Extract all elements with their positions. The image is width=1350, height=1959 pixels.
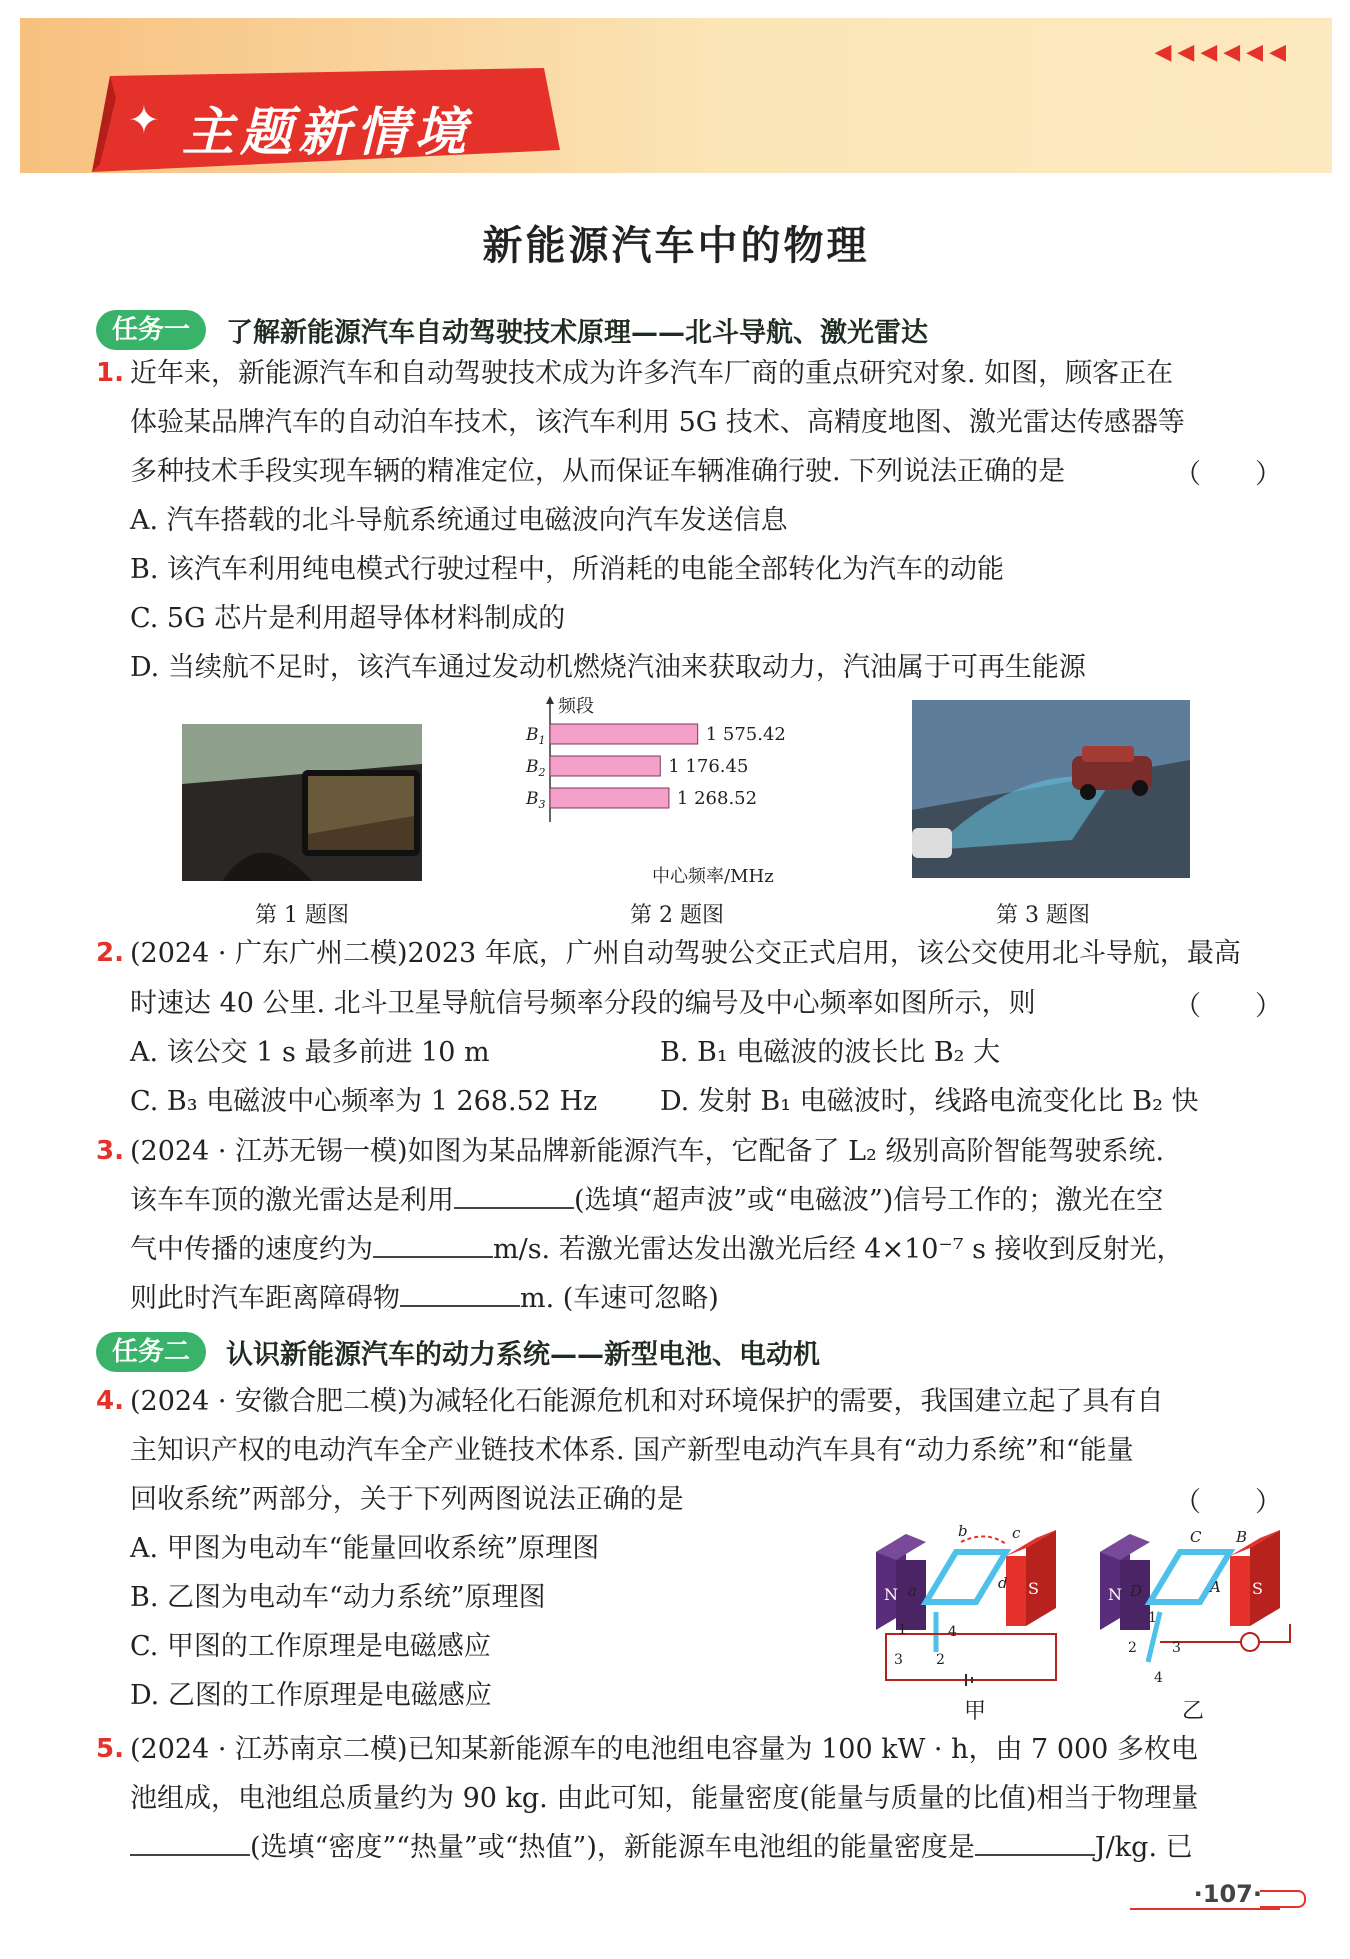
page-arrow-icon	[1260, 1890, 1306, 1908]
q5-text: (选填“密度”“热量”或“热值”)，新能源车电池组的能量密度是	[250, 1832, 975, 1863]
q1-line: 多种技术手段实现车辆的精准定位，从而保证车辆准确行驶. 下列说法正确的是	[130, 456, 1066, 487]
task-title-2: 认识新能源汽车的动力系统——新型电池、电动机	[226, 1339, 820, 1371]
answer-blank[interactable]	[454, 1181, 574, 1209]
label-c: c	[1012, 1524, 1021, 1542]
q3-text: 气中传播的速度约为	[130, 1234, 373, 1265]
label-n: N	[1108, 1585, 1122, 1604]
value-label-b2: 1 176.45	[668, 756, 749, 777]
q4-option-b: B. 乙图为电动车“动力系统”原理图	[130, 1582, 546, 1613]
chevron-decoration-icon: ◀◀◀◀◀◀	[1154, 40, 1292, 65]
page-number: ·107·	[1193, 1880, 1262, 1908]
label-2: 2	[936, 1652, 945, 1668]
bar-b3	[550, 788, 669, 808]
q5-line: (2024 · 江苏南京二模)已知某新能源车的电池组电容量为 100 kW · h，由 7 000 多枚电	[130, 1734, 1198, 1765]
q4-line: (2024 · 安徽合肥二模)为减轻化石能源危机和对环境保护的需要，我国建立起了具有自	[130, 1386, 1164, 1417]
answer-blank[interactable]	[975, 1828, 1095, 1856]
q2-option-b: B. B₁ 电磁波的波长比 B₂ 大	[660, 1037, 1001, 1068]
bar-b2	[550, 756, 660, 776]
task-pill-1: 任务一	[96, 310, 206, 350]
label-n: N	[884, 1585, 898, 1604]
car-interior-illustration	[182, 724, 422, 881]
q2-option-d: D. 发射 B₁ 电磁波时，线路电流变化比 B₂ 快	[660, 1086, 1199, 1117]
theme-banner	[92, 68, 560, 172]
bar-b1	[550, 724, 698, 744]
question-number-2: 2.	[96, 938, 124, 968]
y-axis-arrow	[546, 696, 554, 704]
label-3: 3	[1172, 1640, 1181, 1656]
q2-line: (2024 · 广东广州二模)2023 年底，广州自动驾驶公交正式启用，该公交使用北斗导航，最高	[130, 938, 1241, 969]
label-s: S	[1252, 1579, 1263, 1598]
value-label-b1: 1 575.42	[705, 724, 786, 745]
q5-line	[130, 1828, 1193, 1868]
banner-label: 主题新情境	[182, 103, 473, 163]
label-3: 3	[894, 1652, 903, 1668]
label-s: S	[1028, 1579, 1039, 1598]
q5-line: 池组成，电池组总质量约为 90 kg. 由此可知，能量密度(能量与质量的比值)相当于物理量	[130, 1783, 1199, 1814]
q4-option-a: A. 甲图为电动车“能量回收系统”原理图	[130, 1533, 600, 1564]
page	[20, 18, 1332, 1943]
yi-diagram-svg	[1090, 1512, 1310, 1692]
label-d-cap: D	[1130, 1582, 1143, 1600]
q2-line: 时速达 40 公里. 北斗卫星导航信号频率分段的编号及中心频率如图所示，则	[130, 988, 1036, 1019]
tick-label-b3: $B_3$	[526, 789, 546, 811]
label-a-cap: A	[1210, 1578, 1221, 1596]
tick-label-b1: $B_1$	[526, 725, 546, 747]
fig3-caption: 第 3 题图	[996, 903, 1090, 928]
page-underline	[1130, 1908, 1280, 1910]
q3-line: (2024 · 江苏无锡一模)如图为某品牌新能源汽车，它配备了 L₂ 级别高阶智能驾驶系统.	[130, 1136, 1165, 1167]
answer-paren-2: （ ）	[1174, 991, 1282, 1022]
question-number-4: 4.	[96, 1386, 124, 1416]
task-heading-2	[96, 1332, 820, 1372]
x-axis-label: 中心频率/MHz	[652, 866, 774, 887]
q4-line: 主知识产权的电动汽车全产业链技术体系. 国产新型电动汽车具有“动力系统”和“能量	[130, 1435, 1134, 1466]
label-4: 4	[948, 1624, 957, 1640]
lidar-car-photo	[912, 700, 1190, 878]
q3-line	[130, 1230, 1184, 1270]
q4-option-c: C. 甲图的工作原理是电磁感应	[130, 1631, 491, 1662]
q3-text: 该车车顶的激光雷达是利用	[130, 1185, 454, 1216]
q1-option-b: B. 该汽车利用纯电模式行驶过程中，所消耗的电能全部转化为汽车的动能	[130, 554, 1005, 585]
q1-option-d: D. 当续航不足时，该汽车通过发动机燃烧汽油来获取动力，汽油属于可再生能源	[130, 652, 1086, 683]
q1-option-a: A. 汽车搭载的北斗导航系统通过电磁波向汽车发送信息	[130, 505, 788, 536]
q3-line	[130, 1279, 719, 1319]
task-heading-1	[96, 310, 928, 350]
q3-line	[130, 1181, 1163, 1221]
q4-option-d: D. 乙图的工作原理是电磁感应	[130, 1680, 492, 1711]
answer-blank[interactable]	[373, 1230, 493, 1258]
question-number-5: 5.	[96, 1734, 124, 1764]
question-number-1: 1.	[96, 358, 124, 388]
fig-yi-caption: 乙	[1182, 1699, 1205, 1724]
label-c-cap: C	[1190, 1528, 1202, 1546]
q4-line: 回收系统”两部分，关于下列两图说法正确的是	[130, 1484, 684, 1515]
q3-text: 则此时汽车距离障碍物	[130, 1283, 400, 1314]
q3-text: m/s. 若激光雷达发出激光后经 4×10⁻⁷ s 接收到反射光，	[493, 1234, 1184, 1265]
label-1: 1	[1148, 1610, 1157, 1626]
fig-jia-caption: 甲	[964, 1699, 987, 1724]
tick-label-b2: $B_2$	[526, 757, 546, 779]
question-number-3: 3.	[96, 1136, 124, 1166]
q1-line: 近年来，新能源汽车和自动驾驶技术成为许多汽车厂商的重点研究对象. 如图，顾客正在	[130, 358, 1174, 389]
label-a: a	[908, 1582, 917, 1600]
q1-option-c: C. 5G 芯片是利用超导体材料制成的	[130, 603, 566, 634]
label-1: 1	[898, 1622, 907, 1638]
label-b: b	[958, 1522, 968, 1540]
generator-diagram-yi	[1090, 1512, 1310, 1692]
label-b-cap: B	[1236, 1528, 1248, 1546]
q5-text: J/kg. 已	[1094, 1832, 1193, 1863]
frequency-bar-chart	[510, 694, 870, 894]
y-axis-label: 频段	[558, 696, 594, 717]
label-2: 2	[1128, 1640, 1137, 1656]
page-title: 新能源汽车中的物理	[482, 222, 870, 269]
answer-paren-4: （ ）	[1174, 1487, 1282, 1518]
q3-text: (选填“超声波”或“电磁波”)信号工作的；激光在空	[574, 1185, 1164, 1216]
car-interior-photo	[182, 724, 422, 881]
fig1-caption: 第 1 题图	[255, 903, 349, 928]
jia-diagram-svg	[866, 1512, 1086, 1692]
sparkle-icon: ✦	[128, 98, 160, 142]
value-label-b3: 1 268.52	[676, 788, 758, 809]
task-title-1: 了解新能源汽车自动驾驶技术原理——北斗导航、激光雷达	[226, 317, 928, 349]
answer-blank[interactable]	[130, 1828, 250, 1856]
motor-diagram-jia	[866, 1512, 1086, 1692]
q2-option-a: A. 该公交 1 s 最多前进 10 m	[130, 1037, 490, 1068]
answer-paren-1: （ ）	[1174, 459, 1282, 490]
frequency-chart	[510, 694, 870, 894]
q1-line: 体验某品牌汽车的自动泊车技术，该汽车利用 5G 技术、高精度地图、激光雷达传感器等	[130, 407, 1185, 438]
lidar-road-illustration	[912, 700, 1190, 878]
q3-text: m. (车速可忽略)	[520, 1283, 719, 1314]
label-d: d	[998, 1574, 1008, 1592]
answer-blank[interactable]	[400, 1279, 520, 1307]
task-pill-2: 任务二	[96, 1332, 206, 1372]
label-4: 4	[1154, 1670, 1163, 1686]
fig2-caption: 第 2 题图	[630, 903, 724, 928]
q2-option-c: C. B₃ 电磁波中心频率为 1 268.52 Hz	[130, 1086, 598, 1117]
